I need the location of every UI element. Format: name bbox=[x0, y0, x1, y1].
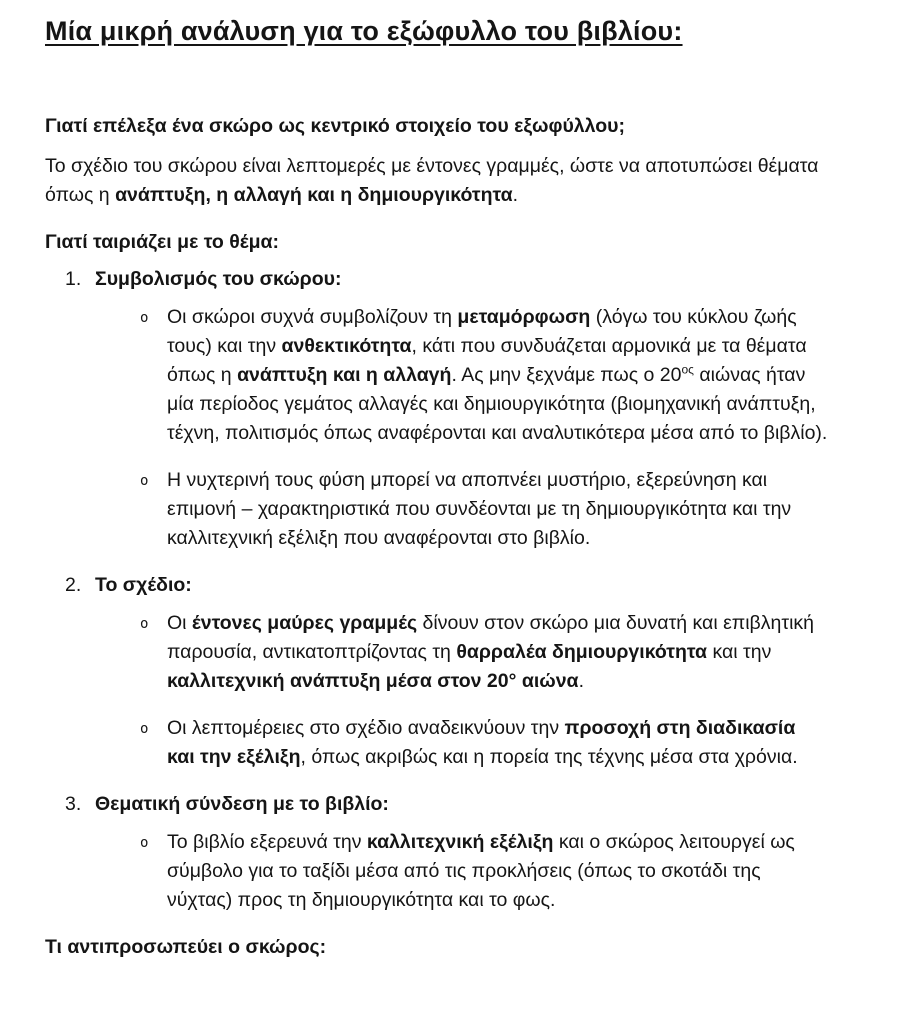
text-run: θαρραλέα δημιουργικότητα bbox=[456, 641, 708, 663]
bullet-marker-icon: o bbox=[140, 721, 149, 737]
text-run: Οι σκώροι συχνά συμβολίζουν τη bbox=[167, 306, 458, 328]
text-run: , κάτι που συνδυάζεται αρμονικά με τα θέματα όπως η bbox=[167, 335, 807, 386]
text-run: , όπως ακριβώς και η πορεία της τέχνης μέσα στα χρόνια. bbox=[300, 746, 798, 768]
text-run: Το σχέδιο του σκώρου είναι λεπτομερές με έντονες γραμμές, ώστε να αποτυπώσει θέματα όπως η bbox=[45, 155, 819, 206]
bullet-text bbox=[167, 612, 814, 692]
bullet-marker-icon: o bbox=[140, 310, 149, 326]
numbered-item-thematic-link bbox=[45, 790, 828, 819]
heading-theme-fit: Γιατί ταιριάζει με το θέμα: bbox=[45, 231, 279, 253]
text-run: αιώνας ήταν μία περίοδος γεμάτος αλλαγές και δημιουργικότητα (βιομηχανική ανάπτυξη, τέχνη, πολιτισμός όπως αναφέρονται και αναλυτικότερα μέσα από το βιβλίο). bbox=[167, 364, 828, 444]
bullet-item bbox=[45, 303, 828, 448]
text-run: προσοχή στη διαδικασία και την εξέλιξη bbox=[167, 717, 796, 768]
numbered-item-title: Θεματική σύνδεση με το βιβλίο: bbox=[95, 793, 389, 815]
text-run: Οι bbox=[167, 612, 192, 634]
text-run: Η νυχτερινή τους φύση μπορεί να αποπνέει μυστήριο, εξερεύνηση και επιμονή – χαρακτηριστικά που συνδέονται με τη δημιουργικότητα και την καλλιτεχνική εξέλιξη που αναφέρονται στο βιβλίο. bbox=[167, 469, 792, 549]
text-run: μεταμόρφωση bbox=[457, 306, 591, 328]
text-run: έντονες μαύρες γραμμές bbox=[191, 612, 418, 634]
numbered-item-title: Συμβολισμός του σκώρου: bbox=[95, 268, 342, 290]
heading-why-moth: Γιατί επέλεξα ένα σκώρο ως κεντρικό στοιχείο του εξωφύλλου; bbox=[45, 115, 626, 137]
text-run: . Ας μην ξεχνάμε πως ο 20 bbox=[451, 364, 682, 386]
text-run: (λόγω του κύκλου ζωής τους) και την bbox=[167, 306, 797, 357]
list-number: 1. bbox=[65, 268, 82, 290]
bullet-marker-icon: o bbox=[140, 473, 149, 489]
document-title: Μία μικρή ανάλυση για το εξώφυλλο του βιβλίου: bbox=[45, 16, 683, 46]
bullet-marker-icon: o bbox=[140, 616, 149, 632]
heading-what-moth-represents: Τι αντιπροσωπεύει ο σκώρος: bbox=[45, 936, 327, 958]
text-run: και ο σκώρος λειτουργεί ως σύμβολο για το ταξίδι μέσα από τις προκλήσεις (όπως το σκοτάδι της νύχτας) προς τη δημιουργικότητα και το φως. bbox=[167, 831, 795, 911]
list-number: 3. bbox=[65, 793, 82, 815]
bullet-text bbox=[167, 306, 827, 444]
bullet-item bbox=[45, 714, 828, 772]
text-run: . bbox=[578, 670, 584, 692]
bullet-text bbox=[167, 469, 791, 549]
bullet-item bbox=[45, 609, 828, 696]
text-run: Το βιβλίο εξερευνά την bbox=[167, 831, 367, 853]
text-run: ανθεκτικότητα bbox=[281, 335, 412, 357]
numbered-item-title: Το σχέδιο: bbox=[95, 574, 192, 596]
bullet-marker-icon: o bbox=[140, 835, 149, 851]
text-run: καλλιτεχνική ανάπτυξη μέσα στον 20° αιώνα bbox=[167, 670, 579, 692]
numbered-item-design bbox=[45, 571, 828, 600]
bullet-item bbox=[45, 828, 828, 915]
bullet-text bbox=[167, 717, 798, 768]
text-run: Οι λεπτομέρειες στο σχέδιο αναδεικνύουν την bbox=[167, 717, 565, 739]
text-run: καλλιτεχνική εξέλιξη bbox=[366, 831, 554, 853]
intro-paragraph bbox=[45, 152, 828, 210]
text-run: και την bbox=[707, 641, 772, 663]
list-number: 2. bbox=[65, 574, 82, 596]
text-run: ος bbox=[681, 362, 694, 377]
text-run: δίνουν στον σκώρο μια δυνατή και επιβλητική παρουσία, αντικατοπτρίζοντας τη bbox=[167, 612, 814, 663]
text-run: ανάπτυξη και η αλλαγή bbox=[237, 364, 452, 386]
bullet-text bbox=[167, 831, 795, 911]
text-run: ανάπτυξη, η αλλαγή και η δημιουργικότητα bbox=[115, 184, 513, 206]
numbered-item-symbolism bbox=[45, 265, 828, 294]
text-run: . bbox=[512, 184, 519, 206]
bullet-item bbox=[45, 466, 828, 553]
